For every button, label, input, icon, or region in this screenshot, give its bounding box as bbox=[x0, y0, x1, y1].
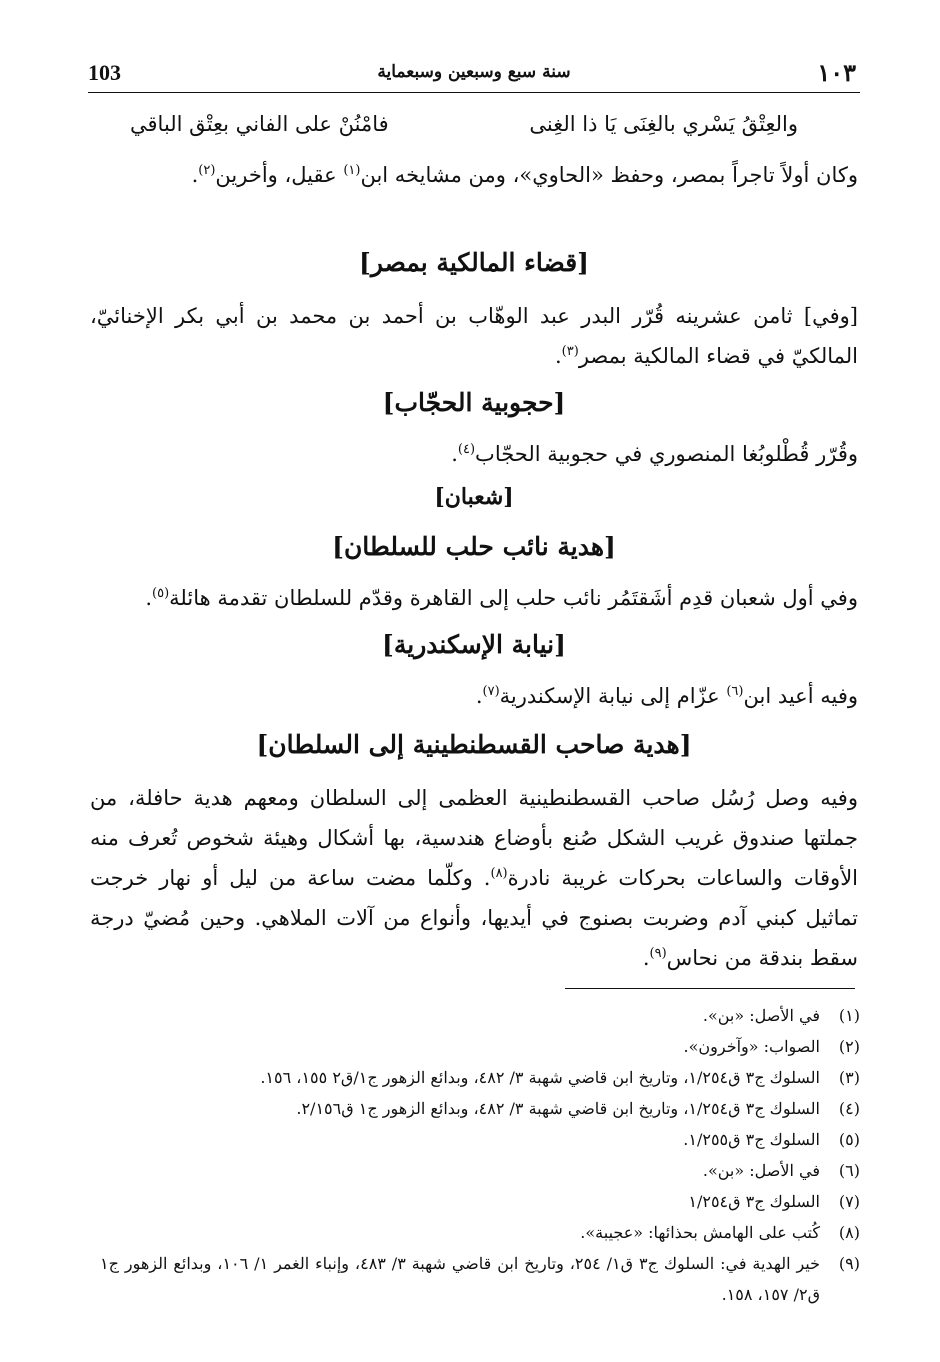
footnote-number: (٦) bbox=[838, 1161, 860, 1180]
section-heading: [هدية نائب حلب للسلطان] bbox=[332, 532, 616, 561]
paragraph-maliki-judge bbox=[90, 296, 858, 376]
footnote-ref: (٤) bbox=[457, 442, 476, 457]
paragraph-text: . bbox=[475, 684, 483, 708]
page-number-latin: 103 bbox=[88, 60, 121, 85]
section-heading: [هدية صاحب القسطنطينية إلى السلطان] bbox=[256, 730, 692, 759]
footnote bbox=[100, 1186, 860, 1217]
footnote-number: (٤) bbox=[838, 1099, 860, 1118]
footnote-ref: (٥) bbox=[152, 586, 170, 601]
footnote-ref: (٧) bbox=[482, 684, 500, 699]
paragraph-text: وفيه وصل رُسُل صاحب القسطنطينية العظمى إلى السلطان ومعهم هدية حافلة، من جملتها صندوق غريب الشكل صُنع بأوضاع هندسية، بها أشكال وهيئة شخوص تُعرف منه الأوقات والساعات بحركات غريبة نادرة bbox=[90, 786, 859, 890]
footnote-number: (٨) bbox=[838, 1223, 860, 1242]
footnote-ref: (٩) bbox=[649, 946, 667, 961]
paragraph-text: . bbox=[642, 946, 650, 970]
poetry-verse bbox=[90, 112, 858, 152]
footnote-text: الصواب: «وآخرون». bbox=[683, 1037, 820, 1056]
paragraph-alexandria bbox=[90, 676, 858, 716]
footnote bbox=[100, 1031, 860, 1062]
paragraph-text: وفي أول شعبان قدِم أشَقتَمُر نائب حلب إلى القاهرة وقدّم للسلطان تقدمة هائلة bbox=[169, 586, 858, 610]
footnote-ref: (٨) bbox=[490, 866, 508, 881]
footnote bbox=[100, 1062, 860, 1093]
paragraph-text: . وكلّما مضت ساعة من ليل أو نهار خرجت تماثيل كبني آدم وضربت بصنوج في أيديها، وأنواع من آلات الملاهي. وحين مُضيّ درجة سقط بندقة من نحاس bbox=[90, 866, 858, 970]
paragraph-constantinople-gift bbox=[90, 778, 858, 978]
paragraph-chamberlain bbox=[90, 434, 858, 474]
footnote-text: السلوك ج٣ ق١/٢٥٤، وتاريخ ابن قاضي شهبة ٣/ ٤٨٢، وبدائع الزهور ج١ ق٢/١٥٦. bbox=[296, 1099, 820, 1118]
footnote-ref: (٣) bbox=[561, 344, 579, 359]
verse-second-hemistich: فامْنُنْ على الفاني بعِتْق الباقي bbox=[130, 112, 389, 136]
paragraph-text: وكان أولاً تاجراً بمصر، وحفظ «الحاوي»، ومن مشايخه ابن bbox=[360, 163, 858, 187]
footnote bbox=[100, 1124, 860, 1155]
page-header bbox=[88, 56, 860, 93]
footnote bbox=[100, 1000, 860, 1031]
footnote-text: في الأصل: «بن». bbox=[702, 1006, 820, 1025]
footnote-text: في الأصل: «بن». bbox=[702, 1161, 820, 1180]
footnote bbox=[100, 1217, 860, 1248]
verse-first-hemistich: والعِتْقُ يَسْري بالغِنَى يَا ذا الغِنى bbox=[529, 112, 798, 136]
footnote bbox=[100, 1155, 860, 1186]
paragraph-text: . bbox=[145, 586, 153, 610]
footnote-ref: (٢) bbox=[198, 163, 216, 178]
footnote-ref: (٦) bbox=[726, 684, 744, 699]
footnote-number: (٩) bbox=[838, 1254, 860, 1273]
footnote-text: السلوك ج٣ ق١/٢٥٥. bbox=[683, 1130, 820, 1149]
footnote-ref: (١) bbox=[343, 163, 361, 178]
section-heading: [نيابة الإسكندرية] bbox=[382, 630, 566, 659]
section-heading: [قضاء المالكية بمصر] bbox=[359, 248, 589, 277]
paragraph-text: عقيل، وأخرين bbox=[215, 163, 344, 187]
footnote-text: السلوك ج٣ ق١/٢٥٤، وتاريخ ابن قاضي شهبة ٣/ ٤٨٢، وبدائع الزهور ج١/ق٢ ١٥٥، ١٥٦. bbox=[260, 1068, 820, 1087]
paragraph-text: . bbox=[554, 344, 562, 368]
footnote-number: (٣) bbox=[838, 1068, 860, 1087]
footnote-number: (١) bbox=[838, 1006, 860, 1025]
paragraph-text: . bbox=[191, 163, 199, 187]
footnote-text: خير الهدية في: السلوك ج٣ ق١/ ٢٥٤، وتاريخ ابن قاضي شهبة ٣/ ٤٨٣، وإنباء الغمر ١/ ١٠٦، وبدائع الزهور ج١ ق٢/ ١٥٧، ١٥٨. bbox=[100, 1254, 821, 1304]
paragraph-text: [وفي] ثامن عشرينه قُرّر البدر عبد الوهّاب بن أحمد بن محمد بن أبي بكر الإخنائيّ، المالكيّ في قضاء المالكية بمصر bbox=[90, 304, 858, 368]
paragraph-text: عزّام إلى نيابة الإسكندرية bbox=[499, 684, 727, 708]
footnote-text: السلوك ج٣ ق١/٢٥٤ bbox=[688, 1192, 820, 1211]
paragraph-biography bbox=[90, 155, 858, 195]
paragraph-text: وفيه أعيد ابن bbox=[743, 684, 858, 708]
footnotes bbox=[100, 1000, 860, 1310]
paragraph-aleppo-gift bbox=[90, 578, 858, 618]
footnote-number: (٧) bbox=[838, 1192, 860, 1211]
month-heading: [شعبان] bbox=[434, 484, 514, 510]
footnote bbox=[100, 1093, 860, 1124]
paragraph-text: . bbox=[451, 442, 458, 466]
paragraph-text: وقُرّر قُطْلوبُغا المنصوري في حجوبية الحجّاب bbox=[475, 442, 858, 466]
footnote-text: كُتب على الهامش بحذائها: «عجيبة». bbox=[580, 1223, 820, 1242]
page-number-arabic: ١٠٣ bbox=[817, 58, 856, 87]
footnote-number: (٢) bbox=[838, 1037, 860, 1056]
footnote bbox=[100, 1248, 860, 1310]
running-title: سنة سبع وسبعين وسبعماية bbox=[377, 62, 571, 82]
footnote-separator bbox=[565, 988, 855, 989]
footnote-number: (٥) bbox=[838, 1130, 860, 1149]
section-heading: [حجوبية الحجّاب] bbox=[382, 388, 566, 417]
